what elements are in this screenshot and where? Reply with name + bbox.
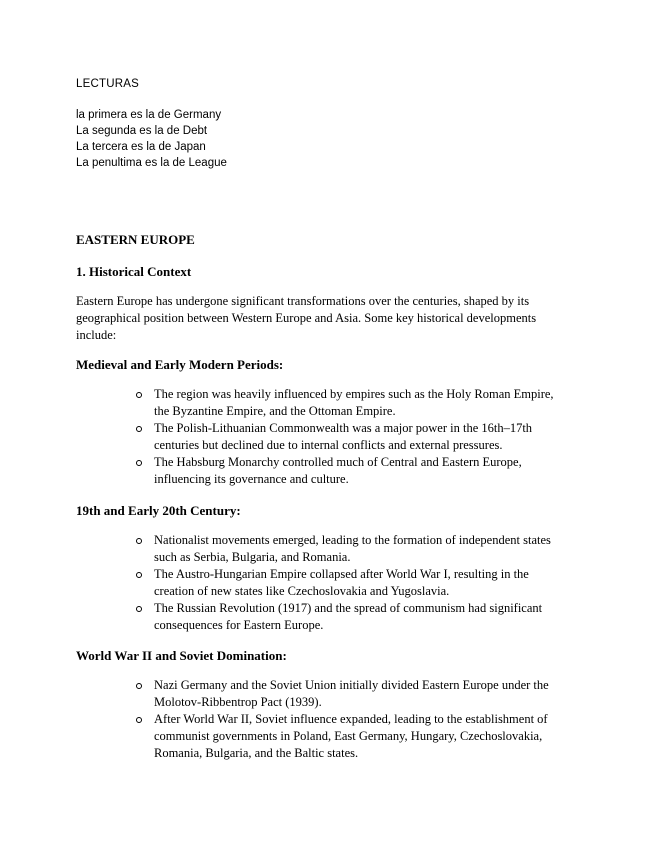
- subsection-heading-medieval: Medieval and Early Modern Periods:: [76, 357, 284, 372]
- bullet-circle-icon: [136, 683, 142, 689]
- intro-paragraph: Eastern Europe has undergone significant transformations over the centuries, shaped by its geographical position between Western Europe and Asia. Some key historical developments include:: [76, 294, 537, 342]
- list-item: The region was heavily influenced by empires such as the Holy Roman Empire, the Byzantine Empire, and the Ottoman Empire.: [76, 386, 566, 420]
- lecturas-item: La segunda es la de Debt: [76, 125, 208, 137]
- list-item: The Polish-Lithuanian Commonwealth was a major power in the 16th–17th centuries but declined due to internal conflicts and external pressures.: [76, 420, 566, 454]
- section-heading: 1. Historical Context: [76, 264, 192, 279]
- bullet-circle-icon: [136, 460, 142, 466]
- lecturas-item: la primera es la de Germany: [76, 109, 222, 121]
- list-item: The Habsburg Monarchy controlled much of Central and Eastern Europe, influencing its governance and culture.: [76, 454, 566, 488]
- list-item: Nazi Germany and the Soviet Union initially divided Eastern Europe under the Molotov-Ribbentrop Pact (1939).: [76, 677, 566, 711]
- bullet-list-ww2: [76, 677, 576, 762]
- list-item: The Austro-Hungarian Empire collapsed after World War I, resulting in the creation of new states like Czechoslovakia and Yugoslavia.: [76, 566, 566, 600]
- lecturas-list: [76, 107, 227, 171]
- list-item: The Russian Revolution (1917) and the spread of communism had significant consequences for Eastern Europe.: [76, 600, 566, 634]
- bullet-list-19th-century: [76, 532, 576, 634]
- subsection-heading-ww2: World War II and Soviet Domination:: [76, 648, 287, 663]
- list-item: Nationalist movements emerged, leading to the formation of independent states such as Serbia, Bulgaria, and Romania.: [76, 532, 566, 566]
- bullet-list-medieval: [76, 386, 576, 488]
- bullet-circle-icon: [136, 392, 142, 398]
- subsection-heading-19th-century: 19th and Early 20th Century:: [76, 503, 241, 518]
- bullet-circle-icon: [136, 717, 142, 723]
- bullet-circle-icon: [136, 538, 142, 544]
- lecturas-item: La penultima es la de League: [76, 157, 227, 169]
- list-item: After World War II, Soviet influence expanded, leading to the establishment of communist governments in Poland, East Germany, Hungary, Czechoslovakia, Romania, Bulgaria, and the Baltic states.: [76, 711, 566, 762]
- document-title: EASTERN EUROPE: [76, 232, 195, 247]
- bullet-circle-icon: [136, 606, 142, 612]
- lecturas-item: La tercera es la de Japan: [76, 141, 206, 153]
- bullet-circle-icon: [136, 572, 142, 578]
- lecturas-title: LECTURAS: [76, 78, 139, 90]
- bullet-circle-icon: [136, 426, 142, 432]
